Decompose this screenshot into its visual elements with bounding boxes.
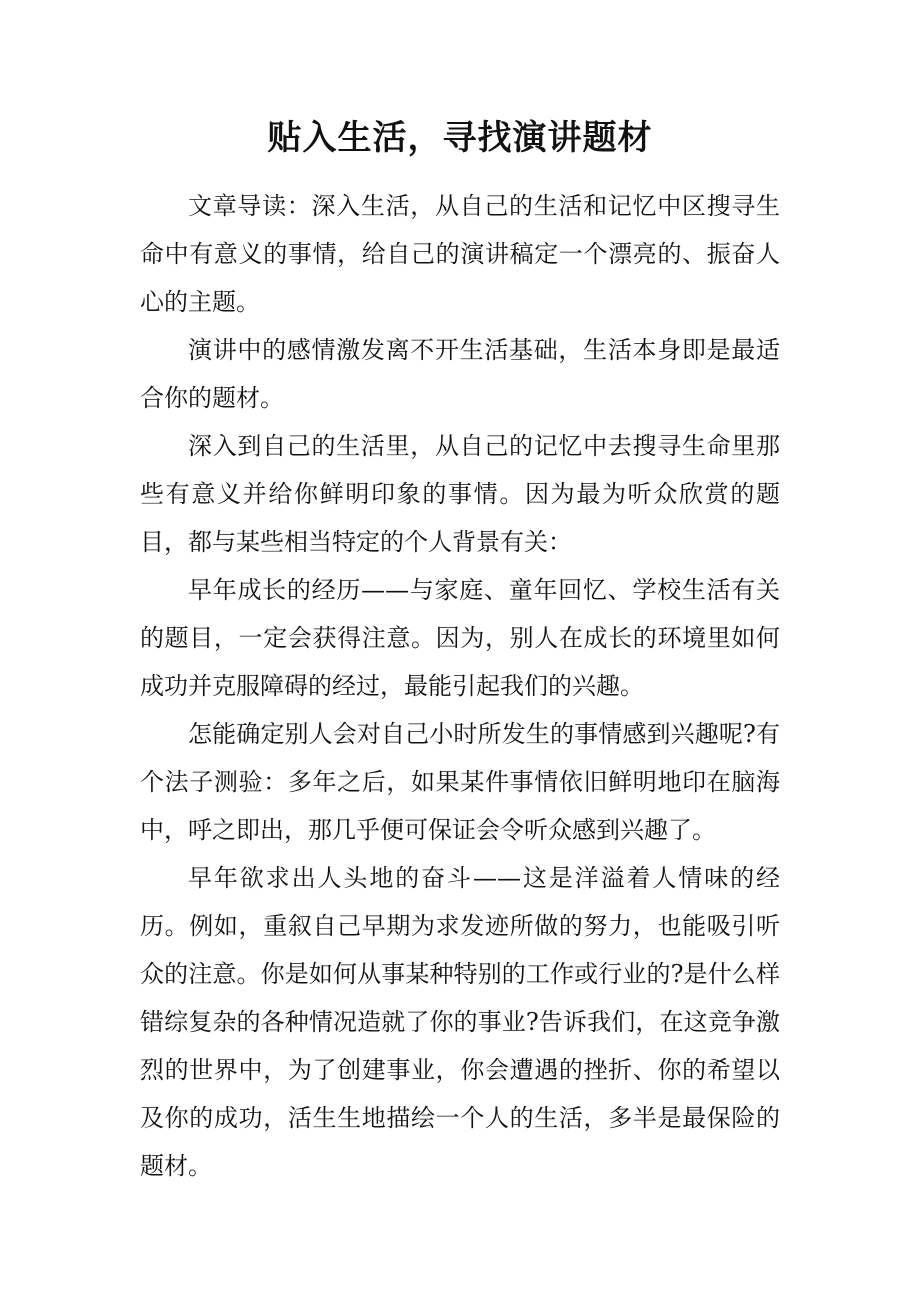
paragraph-intro: 文章导读：深入生活，从自己的生活和记忆中区搜寻生命中有意义的事情，给自己的演讲稿定一个漂亮的、振奋人心的主题。	[140, 192, 780, 316]
paragraph-early-struggle: 早年欲求出人头地的奋斗——这是洋溢着人情味的经历。例如，重叙自己早期为求发迹所做的努力，也能吸引听众的注意。你是如何从事某种特别的工作或行业的?是什么样错综复杂的各种情况造就了你的事业?告诉我们，在这竞争激烈的世界中，为了创建事业，你会遭遇的挫折、你的希望以及你的成功，活生生地描绘一个人的生活，多半是最保险的题材。	[140, 864, 780, 1180]
document-title: 贴入生活，寻找演讲题材	[267, 118, 653, 158]
paragraph-early-growth: 早年成长的经历——与家庭、童年回忆、学校生活有关的题目，一定会获得注意。因为，别人在成长的环境里如何成功并克服障碍的经过，最能引起我们的兴趣。	[140, 576, 780, 700]
document-page	[140, 108, 780, 1190]
paragraph-memory: 深入到自己的生活里，从自己的记忆中去搜寻生命里那些有意义并给你鲜明印象的事情。因为最为听众欣赏的题目，都与某些相当特定的个人背景有关：	[140, 432, 780, 556]
paragraph-life-basis: 演讲中的感情激发离不开生活基础，生活本身即是最适合你的题材。	[140, 336, 780, 412]
paragraph-childhood-test: 怎能确定别人会对自己小时所发生的事情感到兴趣呢?有个法子测验：多年之后，如果某件事情依旧鲜明地印在脑海中，呼之即出，那几乎便可保证会令听众感到兴趣了。	[140, 720, 780, 844]
